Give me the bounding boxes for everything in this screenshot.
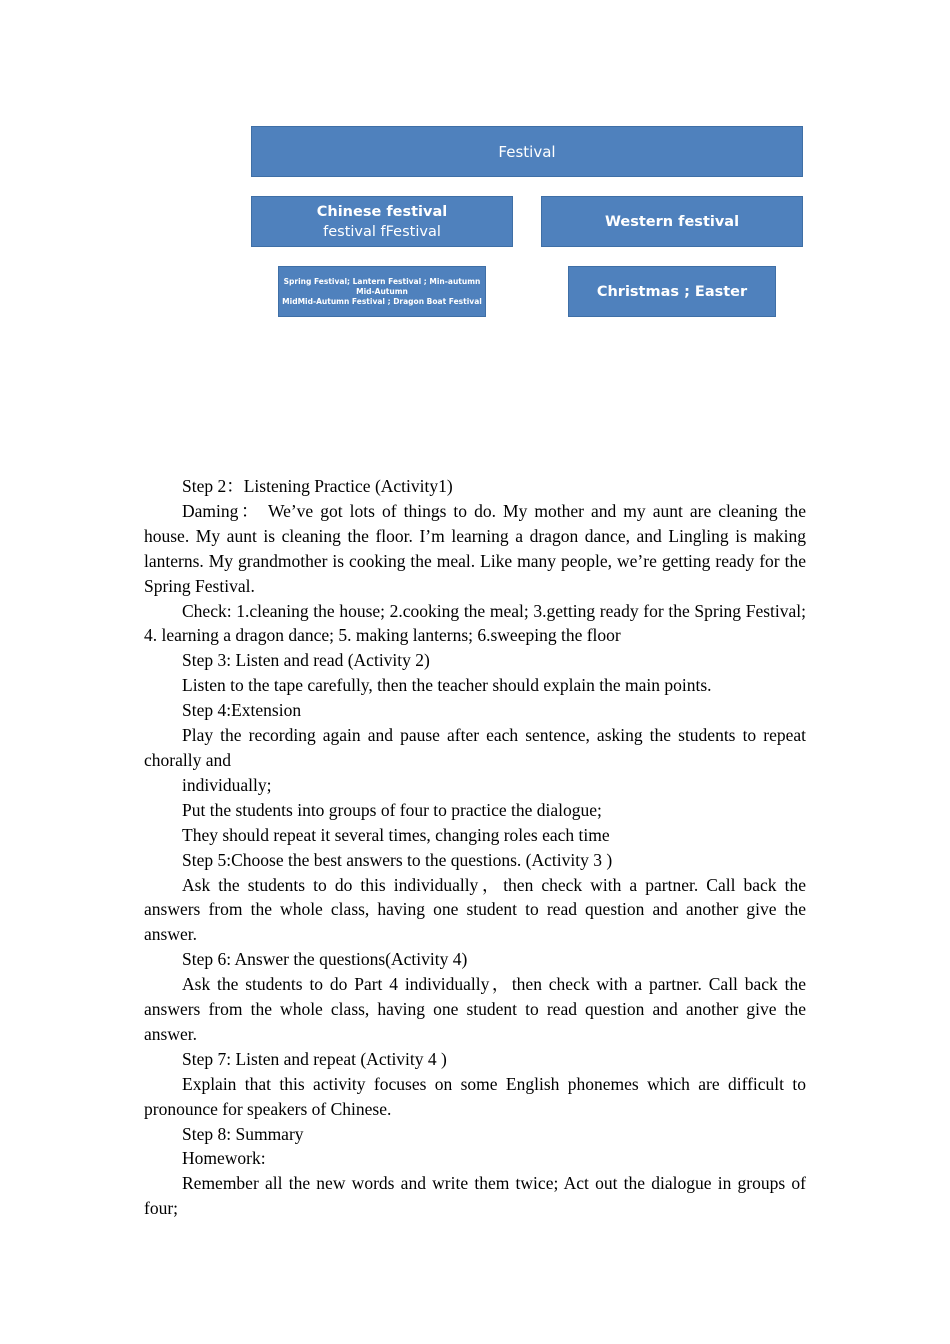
paragraph: Ask the students to do Part 4 individually，then check with a partner. Call back the answers from the whole class, having one student to read question and another give the answer. (144, 974, 806, 1044)
paragraph: Remember all the new words and write them twice; Act out the dialogue in groups of four; (144, 1173, 806, 1219)
diagram-root-festival (251, 126, 803, 177)
diagram-chinese-list (278, 266, 486, 317)
paragraph: Ask the students to do this individually，then check with a partner. Call back the answers from the whole class, having one student to read question and another give the answer. (144, 874, 806, 945)
diagram-western-list (568, 266, 776, 317)
paragraph: Step 5:Choose the best answers to the questions. (Activity 3 ) (182, 849, 613, 870)
paragraph: Step 8: Summary (182, 1123, 304, 1144)
paragraph: Check: 1.cleaning the house; 2.cooking the meal; 3.getting ready for the Spring Festival; 4. learning a dragon dance; 5. making lanterns; 6.sweeping the floor (144, 600, 806, 646)
paragraph: Explain that this activity focuses on some English phonemes which are difficult to pronounce for speakers of Chinese. (144, 1073, 806, 1119)
paragraph: Step 6: Answer the questions(Activity 4) (182, 949, 468, 970)
paragraph: Step 7: Listen and repeat (Activity 4 ) (182, 1048, 447, 1069)
chinese-subtitle: festival fFestival (323, 223, 441, 240)
root-label: Festival (498, 142, 556, 161)
chinese-items-line3: MidMid-Autumn Festival ; Dragon Boat Festival (282, 296, 482, 306)
paragraph: Step 4:Extension (182, 700, 302, 721)
paragraph: They should repeat it several times, changing roles each time (182, 824, 610, 845)
paragraph: Listen to the tape carefully, then the teacher should explain the main points. (182, 675, 712, 696)
diagram-chinese-festival (251, 196, 513, 247)
western-title: Western festival (604, 213, 740, 230)
chinese-items-line2: Mid-Autumn (356, 286, 408, 296)
diagram-western-festival (541, 196, 803, 247)
paragraph: Put the students into groups of four to practice the dialogue; (182, 799, 602, 820)
lesson-body (144, 474, 806, 1221)
paragraph: Step 2：Listening Practice (Activity1) (182, 476, 453, 496)
chinese-title: Chinese festival (316, 203, 448, 220)
western-items: Christmas ; Easter (596, 283, 748, 300)
paragraph: Play the recording again and pause after each sentence, asking the students to repeat chorally and (144, 725, 806, 770)
paragraph: Daming： We’ve got lots of things to do. My mother and my aunt are cleaning the house. My aunt is cleaning the floor. I’m learning a dragon dance, and Lingling is making lanterns. My grandmother is cooking the meal. Like many people, we’re getting ready for the Spring Festival. (144, 500, 806, 596)
paragraph: Step 3: Listen and read (Activity 2) (182, 650, 430, 671)
paragraph: Homework: (182, 1148, 266, 1169)
paragraph: individually; (182, 774, 272, 795)
chinese-items-line1: Spring Festival; Lantern Festival ; Min-autumn (283, 276, 481, 286)
